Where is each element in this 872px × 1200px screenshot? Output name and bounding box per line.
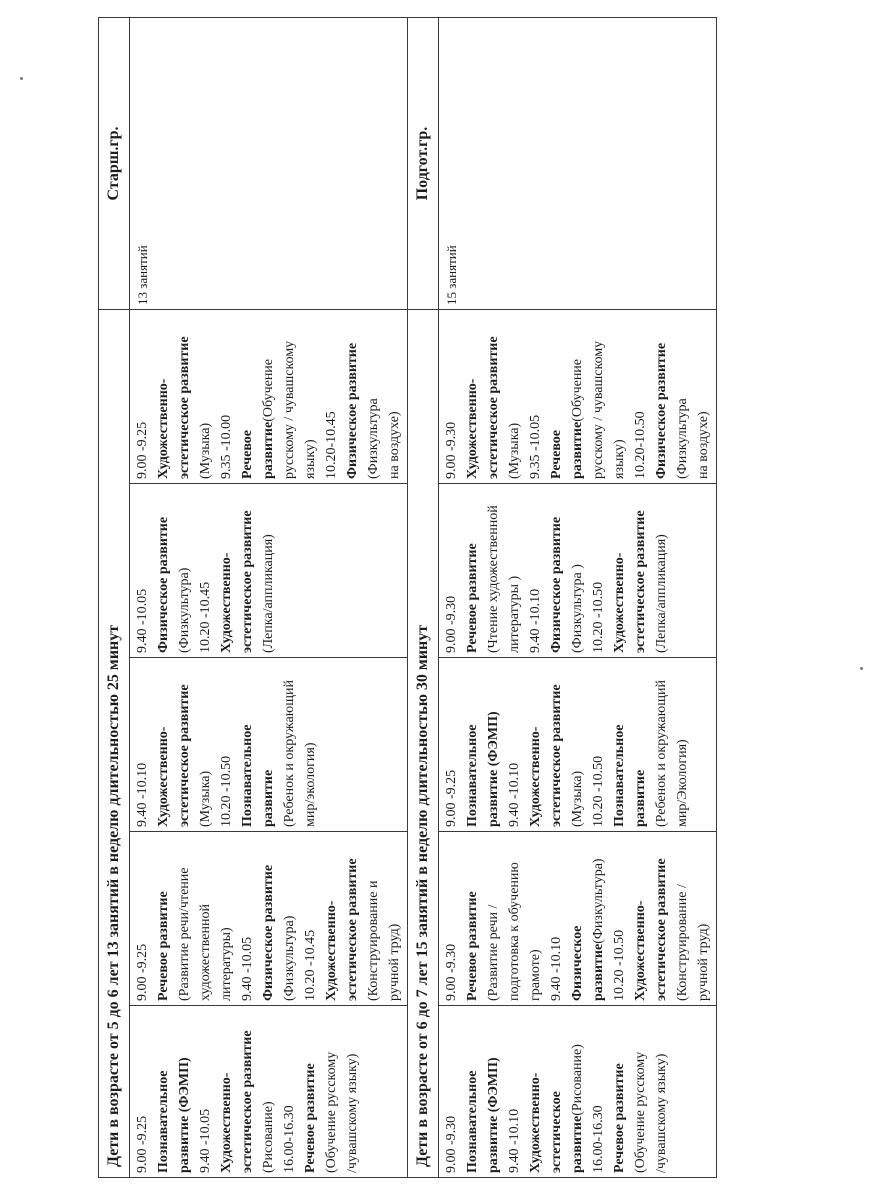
subject-label: Речевое развитие (465, 543, 480, 653)
activity-label: (Обучение (261, 358, 276, 422)
subject-label: Речевое развитие (156, 891, 171, 1001)
subject-label: Физическое развитие (654, 342, 669, 479)
time-slot: 9.00 -9.30 (444, 1115, 459, 1173)
activity-label: ручной труд) (696, 923, 711, 1001)
time-slot: 10.20-10.50 (633, 411, 648, 479)
subject-label: эстетическое развитие (633, 510, 648, 653)
activity-label: (Музыка) (198, 422, 213, 479)
activity-label: литературы) (219, 927, 234, 1001)
activity-label: (Чтение художественной (486, 505, 501, 653)
subject-label: развитие (261, 769, 276, 827)
subject-label: развитие (261, 421, 276, 479)
subject-label: развитие (ФЭМП) (486, 711, 501, 827)
activity-label: ручной труд) (387, 923, 402, 1001)
activity-label: русскому / чувашскому (591, 340, 606, 479)
activity-label: (Физкультура) (591, 858, 606, 944)
activity-label: (Обучение русскому (324, 1051, 339, 1173)
day-cell (130, 832, 408, 1006)
subject-label: эстетическое развитие (240, 510, 255, 653)
section-2-heading-row (408, 17, 439, 1177)
activity-label: (Развитие речи / (486, 904, 501, 1001)
subject-label: развитие (ФЭМП) (177, 1057, 192, 1173)
subject-label: Художественно- (465, 378, 480, 479)
subject-label: Художественно- (612, 552, 627, 653)
activity-label: подготовка к обучению (507, 862, 522, 1001)
activity-label: (Лепка/аппликация) (261, 534, 276, 653)
section-2-group: Подгот.гр. (408, 17, 439, 309)
subject-label: Речевое (549, 429, 564, 479)
time-slot: 10.20 -10.50 (612, 929, 627, 1001)
scan-speck (860, 667, 863, 670)
activity-label: на воздухе) (696, 411, 711, 479)
time-slot: 9.00 -9.25 (135, 421, 150, 479)
time-slot: 9.40 -10.10 (549, 936, 564, 1001)
time-slot: 9.00 -9.25 (135, 943, 150, 1001)
subject-label: Художественно- (633, 900, 648, 1001)
time-slot: 9.40 -10.10 (528, 588, 543, 653)
subject-label: Познавательное (612, 724, 627, 827)
subject-label: Речевое (240, 429, 255, 479)
activity-label: художественной (198, 904, 213, 1001)
time-slot: 9.40 -10.05 (135, 588, 150, 653)
schedule-line (588, 836, 609, 1001)
activity-label: языку) (612, 439, 627, 479)
activity-label: (Обучение русскому (633, 1051, 648, 1173)
activity-label: (Музыка) (198, 770, 213, 827)
day-cell (439, 832, 717, 1006)
subject-label: Художественно- (528, 726, 543, 827)
schedule-line (567, 1010, 588, 1173)
section-1-title: Дети в возрасте от 5 до 6 лет 13 занятий в неделю длительностью 25 минут (99, 309, 130, 1177)
schedule-frame (98, 18, 828, 1178)
subject-label: Физическое развитие (345, 342, 360, 479)
day-cell (439, 484, 717, 658)
day-cell (439, 309, 717, 483)
time-slot: 9.00 -9.25 (135, 1115, 150, 1173)
subject-label: Физическое развитие (549, 516, 564, 653)
day-cell (439, 658, 717, 832)
subject-label: эстетическое развитие (240, 1030, 255, 1173)
subject-label: Художественно- (156, 726, 171, 827)
time-slot: 10.20 -10.50 (591, 755, 606, 827)
activity-label: (Физкультура (366, 398, 381, 479)
subject-label: Художественно- (219, 1072, 234, 1173)
activity-label: литературы ) (507, 575, 522, 653)
time-slot: 9.40 -10.10 (135, 762, 150, 827)
section-1-heading-row (99, 17, 130, 1177)
day-cell (130, 1006, 408, 1178)
subject-label: развитие (570, 1115, 585, 1173)
activity-label: (Музыка) (507, 422, 522, 479)
section-2-title: Дети в возрасте от 6 до 7 лет 15 занятий в неделю длительностью 30 минут (408, 309, 439, 1177)
subject-label: эстетическое развитие (177, 684, 192, 827)
section-2-schedule-row (439, 17, 717, 1177)
activity-label: грамоте) (528, 949, 543, 1001)
activity-label: (Рисование) (570, 1044, 585, 1116)
activity-label: (Физкультура ) (570, 564, 585, 653)
activity-label: мир/Экология) (675, 739, 690, 827)
time-slot: 9.00 -9.30 (444, 943, 459, 1001)
section-1-schedule-row (130, 17, 408, 1177)
activity-label: (Ребенок и окружающий (282, 680, 297, 827)
activity-label: /чувашскому языку) (654, 1053, 669, 1173)
activity-label: (Обучение (570, 358, 585, 422)
activity-label: на воздухе) (387, 411, 402, 479)
activity-label: (Конструирование / (675, 884, 690, 1001)
subject-label: Художественно- (219, 552, 234, 653)
subject-label: Художественно- (528, 1072, 543, 1173)
subject-label: эстетическое развитие (549, 684, 564, 827)
subject-label: Речевое развитие (303, 1063, 318, 1173)
scan-speck (20, 77, 23, 80)
time-slot: 9.40 -10.05 (198, 1108, 213, 1173)
subject-label: Познавательное (465, 724, 480, 827)
section-1-group: Старш.гр. (99, 17, 130, 309)
subject-label: Речевое развитие (612, 1063, 627, 1173)
subject-label: Художественно- (156, 378, 171, 479)
day-cell (130, 658, 408, 832)
subject-label: развитие (591, 943, 606, 1001)
section-2-total: 15 занятий (439, 17, 717, 309)
day-cell (439, 1006, 717, 1178)
subject-label: развитие (633, 769, 648, 827)
day-cell (130, 309, 408, 483)
subject-label: развитие (ФЭМП) (486, 1057, 501, 1173)
time-slot: 9.00 -9.30 (444, 595, 459, 653)
subject-label: Познавательное (240, 724, 255, 827)
subject-label: Художественно- (324, 900, 339, 1001)
time-slot: 9.35 -10.00 (219, 414, 234, 479)
subject-label: эстетическое развитие (177, 336, 192, 479)
activity-label: (Развитие речи/чтение (177, 867, 192, 1001)
subject-label: Речевое развитие (465, 891, 480, 1001)
time-slot: 10.20 -10.45 (303, 929, 318, 1001)
time-slot: 9.40 -10.10 (507, 762, 522, 827)
time-slot: 9.40 -10.05 (240, 936, 255, 1001)
subject-label: эстетическое развитие (486, 336, 501, 479)
activity-label: (Конструирование и (366, 880, 381, 1001)
day-cell (130, 484, 408, 658)
activity-label: (Физкультура) (177, 567, 192, 653)
subject-label: Познавательное (465, 1070, 480, 1173)
activity-label: русскому / чувашскому (282, 340, 297, 479)
subject-label: Физическое развитие (261, 864, 276, 1001)
subject-label: эстетическое развитие (345, 858, 360, 1001)
subject-label: Физическое (570, 925, 585, 1001)
schedule-table (98, 17, 717, 1178)
time-slot: 10.20-10.45 (324, 411, 339, 479)
time-slot: 9.40 -10.10 (507, 1108, 522, 1173)
activity-label: (Рисование) (261, 1101, 276, 1173)
activity-label: (Лепка/аппликация) (654, 534, 669, 653)
subject-label: Физическое развитие (156, 516, 171, 653)
activity-label: /чувашскому языку) (345, 1053, 360, 1173)
activity-label: языку) (303, 439, 318, 479)
activity-label: (Музыка) (570, 770, 585, 827)
subject-label: эстетическое (549, 1091, 564, 1173)
subject-label: развитие (570, 421, 585, 479)
schedule-line (567, 314, 588, 479)
time-slot: 10.20 -10.50 (219, 755, 234, 827)
activity-label: (Ребенок и окружающий (654, 680, 669, 827)
time-slot: 9.00 -9.30 (444, 421, 459, 479)
activity-label: (Физкультура (675, 398, 690, 479)
section-1-total: 13 занятий (130, 17, 408, 309)
time-slot: 9.35 -10.05 (528, 414, 543, 479)
time-slot: 16.00-16.30 (591, 1105, 606, 1173)
schedule-line (258, 314, 279, 479)
subject-label: эстетическое развитие (654, 858, 669, 1001)
time-slot: 9.00 -9.25 (444, 769, 459, 827)
time-slot: 10.20 -10.45 (198, 581, 213, 653)
time-slot: 16.00-16.30 (282, 1105, 297, 1173)
subject-label: Познавательное (156, 1070, 171, 1173)
time-slot: 10.20 -10.50 (591, 581, 606, 653)
activity-label: (Физкультура) (282, 915, 297, 1001)
activity-label: мир/экология) (303, 742, 318, 827)
